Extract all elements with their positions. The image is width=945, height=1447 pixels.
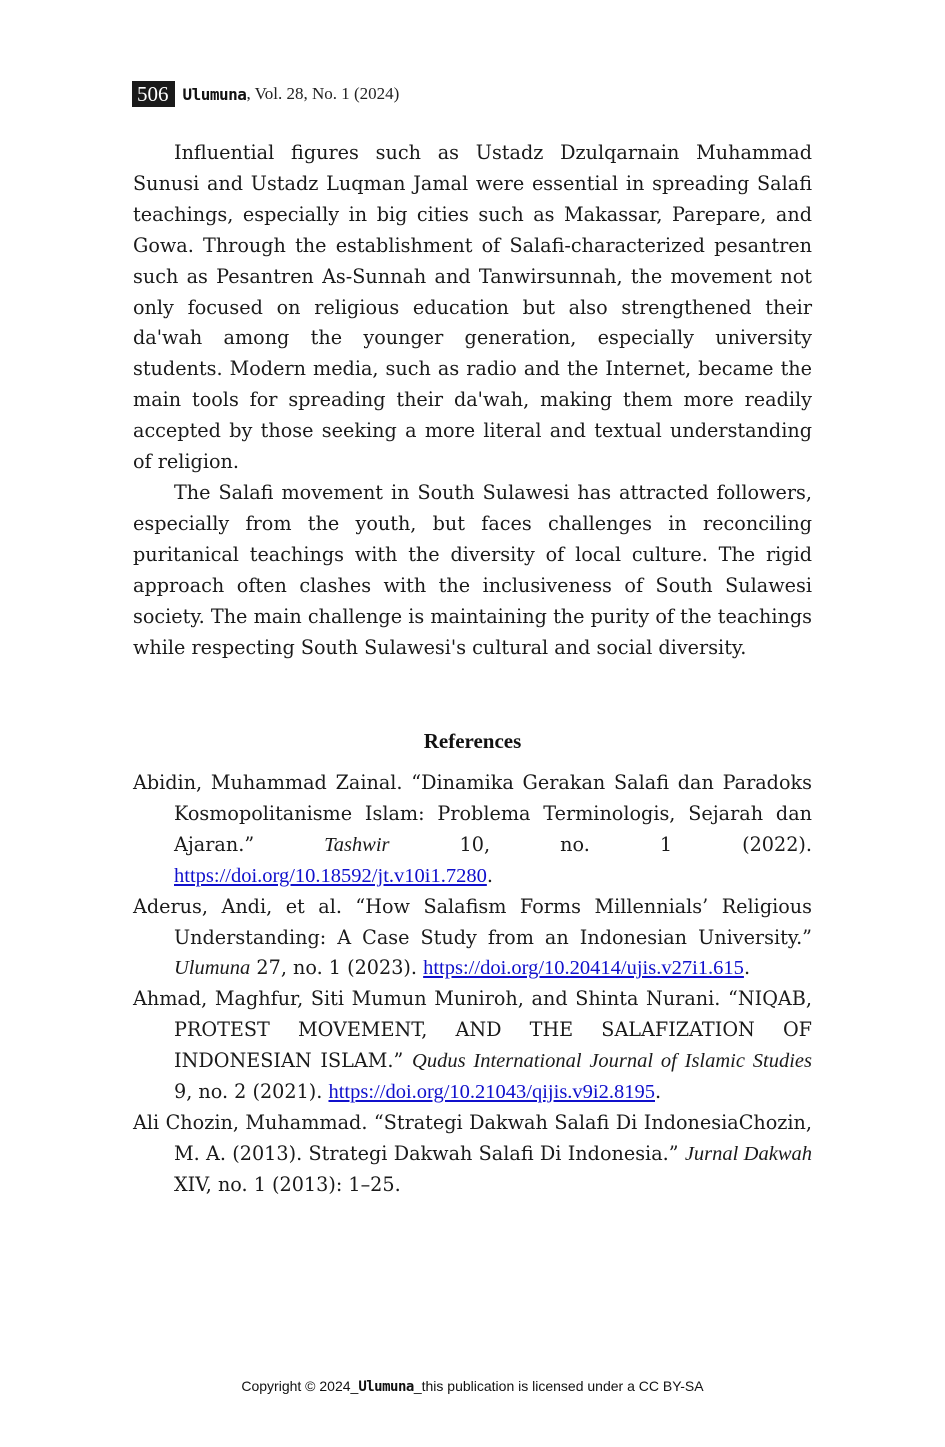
journal-title: Tashwir — [324, 833, 390, 856]
running-header — [132, 80, 399, 108]
journal-title: Jurnal Dakwah — [684, 1142, 812, 1165]
doi-link[interactable]: https://doi.org/10.20414/ujis.v27i1.615 — [423, 957, 744, 980]
page-number: 506 — [132, 81, 175, 107]
volume-info: , Vol. 28, No. 1 (2024) — [246, 84, 400, 103]
body-text — [133, 138, 812, 663]
license-text: _this publication is licensed under a CC BY-SA — [413, 1378, 704, 1394]
paragraph: Influential figures such as Ustadz Dzulqarnain Muhammad Sunusi and Ustadz Luqman Jamal were essential in spreading Salafi teachings, especially in big cities such as Makassar, Parepare, and Gowa. Through the establishment of Salafi-characterized pesantren such as Pesantren As-Sunnah and Tanwirsunnah, the movement not only focused on religious education but also strengthened their da'wah among the younger generation, especially university students. Modern media, such as radio and the Internet, became the main tools for spreading their da'wah, making them more readily accepted by those seeking a more literal and textual understanding of religion. — [133, 141, 812, 474]
paragraph: The Salafi movement in South Sulawesi has attracted followers, especially from the youth, but faces challenges in reconciling puritanical teachings with the diversity of local culture. The rigid approach often clashes with the inclusiveness of South Sulawesi society. The main challenge is maintaining the purity of the teachings while respecting South Sulawesi's cultural and social diversity. — [133, 480, 812, 659]
footer-journal-logo: Ulumuna — [358, 1379, 414, 1395]
reference-end: . — [486, 863, 493, 887]
reference-end: . — [743, 956, 751, 980]
reference-details: 10, no. 1 (2022). — [389, 832, 812, 856]
journal-logo: Ulumuna — [182, 84, 247, 104]
references-heading: References — [423, 729, 522, 753]
reference-end: . — [655, 1080, 662, 1104]
reference-details: 27, no. 1 (2023). — [250, 956, 424, 980]
reference-item — [133, 892, 812, 985]
journal-title: Ulumuna — [174, 957, 251, 980]
copyright-footer — [0, 1378, 945, 1395]
journal-title: Qudus International Journal of Islamic Studies — [412, 1050, 812, 1073]
reference-details: 9, no. 2 (2021). — [174, 1080, 329, 1104]
reference-item — [133, 1108, 812, 1201]
copyright-prefix: Copyright © 2024_ — [241, 1378, 359, 1394]
reference-item — [133, 768, 812, 892]
reference-text: Abidin, Muhammad Zainal. “Dinamika Gerakan Salafi dan Paradoks Kosmopolitanisme Islam: Problema Terminologis, Sejarah dan Ajaran.” — [133, 771, 812, 856]
reference-item — [133, 984, 812, 1108]
reference-details: XIV, no. 1 (2013): 1–25. — [174, 1172, 401, 1196]
reference-list — [133, 768, 812, 1201]
reference-text: Ali Chozin, Muhammad. “Strategi Dakwah Salafi Di IndonesiaChozin, M. A. (2013). Strategi Dakwah Salafi Di Indonesia.” — [133, 1110, 812, 1165]
reference-text: Aderus, Andi, et al. “How Salafism Forms Millennials’ Religious Understanding: A Case Study from an Indonesian University.” — [133, 894, 812, 949]
reference-text: Ahmad, Maghfur, Siti Mumun Muniroh, and Shinta Nurani. “NIQAB, PROTEST MOVEMENT, AND THE SALAFIZATION OF INDONESIAN ISLAM.” — [133, 987, 812, 1073]
doi-link[interactable]: https://doi.org/10.18592/jt.v10i1.7280 — [174, 864, 487, 887]
doi-link[interactable]: https://doi.org/10.21043/qijis.v9i2.8195 — [328, 1081, 655, 1104]
